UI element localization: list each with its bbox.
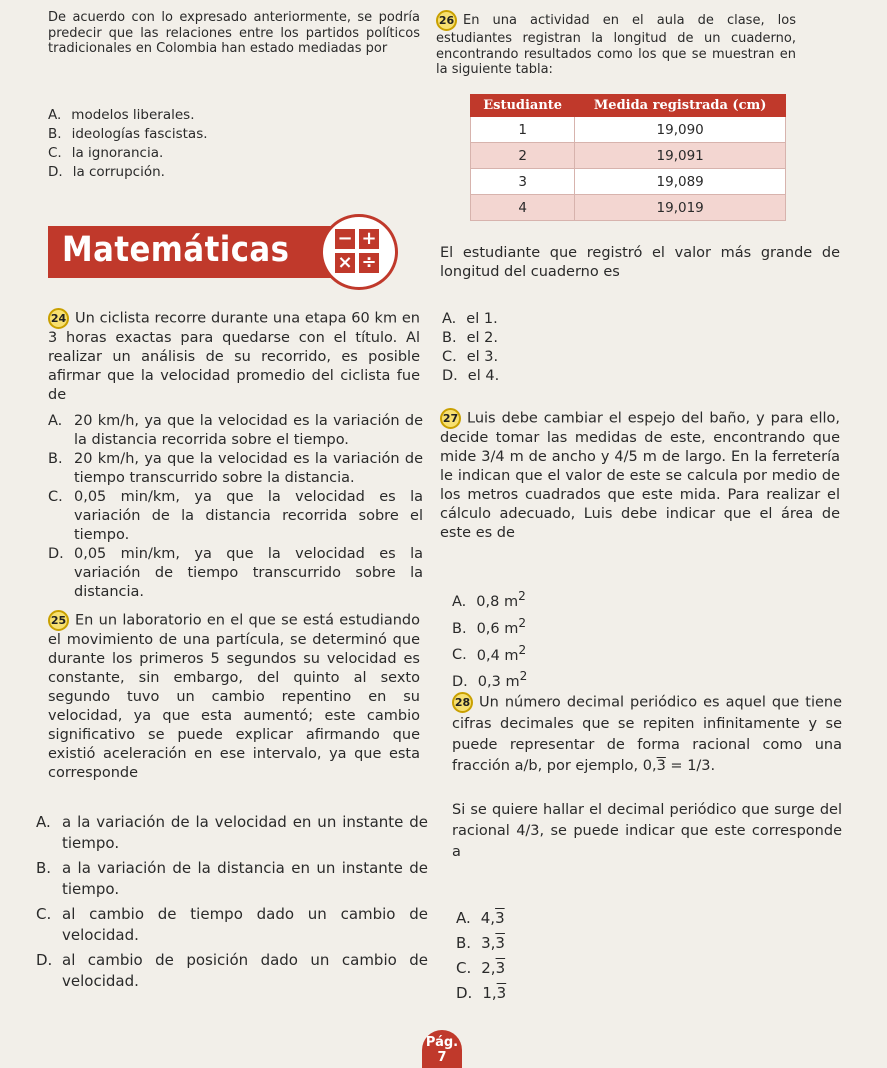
q23-option-a[interactable]: A. modelos liberales. [48,107,195,123]
q26-question: El estudiante que registró el valor más grande de longitud del cuaderno es [440,245,840,280]
section-banner [48,214,400,290]
q24-option-c[interactable]: C. 0,05 min/km, ya que la velocidad es la variación de la distancia recorrida sobre el tiempo. [48,489,423,543]
q26-stem: 26 En una actividad en el aula de clase, los estudiantes registran la longitud de un cuaderno, encontrando resultados como los que se muestran en la siguiente tabla: [436,10,796,78]
q23-option-d[interactable]: D. la corrupción. [48,164,165,180]
q27-option-d[interactable]: D. 0,3 $m^2$ [452,669,528,691]
q25-option-a[interactable]: A. a la variación de la velocidad en un instante de tiempo. [36,813,428,852]
q28-option-c[interactable]: C. 2,3 [456,959,506,977]
q23-option-c[interactable]: C. la ignorancia. [48,145,164,161]
table-row: 1 19,090 [471,117,786,143]
q26-option-c[interactable]: C. el 3. [442,349,499,365]
q28-option-a[interactable]: A. 4,3 [456,909,505,927]
q28-question: Si se quiere hallar el decimal periódico que surge del racional 4/3, se puede indicar que este corresponde a [452,802,842,860]
q26-option-b[interactable]: B. el 2. [442,330,498,346]
q25-number: 25 [48,610,69,631]
q24-option-d[interactable]: D. 0,05 min/km, ya que la velocidad es la variación de tiempo transcurrido sobre la distancia. [48,546,423,600]
q27-option-a[interactable]: A. 0,8 $m^2$ [452,589,526,610]
q28-number: 28 [452,692,473,713]
q24-options [48,412,423,602]
measurements-table [470,94,786,221]
table-row: 3 19,089 [471,169,786,195]
q25-option-c[interactable]: C. al cambio de tiempo dado un cambio de velocidad. [36,905,428,944]
q25-option-d[interactable]: D. al cambio de posición dado un cambio de velocidad. [36,951,428,990]
q28-options [456,906,656,1006]
q23-options [48,106,420,182]
q28-stem: 28 Un número decimal periódico es aquel que tiene cifras decimales que se repiten infinitamente y se puede representar de forma racional como una fracción a/b, por ejemplo, 0,3 = 1/3. [452,692,842,777]
q27-options [452,586,652,693]
q28-option-b[interactable]: B. 3,3 [456,934,505,952]
q23-stem: De acuerdo con lo expresado anteriormente, se podría predecir que las relaciones entre los partidos políticos tradicionales en Colombia han estado mediadas por [48,10,420,56]
table-header-row [471,95,786,117]
q26-option-d[interactable]: D. el 4. [442,368,500,384]
q24-option-b[interactable]: B. 20 km/h, ya que la velocidad es la variación de tiempo transcurrido sobre la distancia. [48,451,423,486]
q24-number: 24 [48,308,69,329]
q27-option-c[interactable]: C. 0,4 $m^2$ [452,642,527,664]
column-header: Estudiante [471,95,575,117]
q23-option-b[interactable]: B. ideologías fascistas. [48,126,208,142]
page-number: 7 [437,1050,447,1065]
page-number-tab [422,1030,462,1068]
q27-number: 27 [440,408,461,429]
q26-options [442,310,642,386]
plus-icon: + [359,229,379,249]
q25-option-b[interactable]: B. a la variación de la distancia en un instante de tiempo. [36,859,428,898]
section-title: Matemáticas [62,230,290,270]
q27-option-b[interactable]: B. 0,6 $m^2$ [452,615,527,637]
q25-options [36,812,428,992]
q28-option-d[interactable]: D. 1,3 [456,984,507,1002]
page-label: Pág. [425,1035,459,1050]
q27-stem: 27 Luis debe cambiar el espejo del baño, y para ello, decide tomar las medidas de este, encontrando que mide 3/4 m de ancho y 4/5 m de largo. En la ferretería le indican que el valor de este se calcula por medio de los metros cuadrados que este mida. Para realizar el cálculo adecuado, Luis debe indicar que el área de este es de [440,408,840,543]
times-icon: × [335,253,355,273]
q25-stem: 25 En un laboratorio en el que se está estudiando el movimiento de una partícula, se determinó que durante los primeros 5 segundos su velocidad es constante, sin embargo, del quinto al sexto segundo tuvo un cambio repentino en su velocidad, ya que esta aumentó; este cambio significativo se puede explicar afirmando que existió aceleración en ese intervalo, ya que esta corresponde [48,610,420,783]
q26-option-a[interactable]: A. el 1. [442,311,498,327]
operations-logo [320,214,398,290]
table-row: 4 19,019 [471,195,786,221]
divide-icon: ÷ [359,253,379,273]
q24-stem: 24 Un ciclista recorre durante una etapa 60 km en 3 horas exactas para quedarse con el título. Al realizar un análisis de su recorrido, es posible afirmar que la velocidad promedio del ciclista fue de [48,308,420,405]
q26-number: 26 [436,10,457,31]
table-row: 2 19,091 [471,143,786,169]
column-header: Medida registrada (cm) [575,95,786,117]
q24-option-a[interactable]: A. 20 km/h, ya que la velocidad es la variación de la distancia recorrida sobre el tiempo. [48,413,423,448]
minus-icon: − [335,229,355,249]
